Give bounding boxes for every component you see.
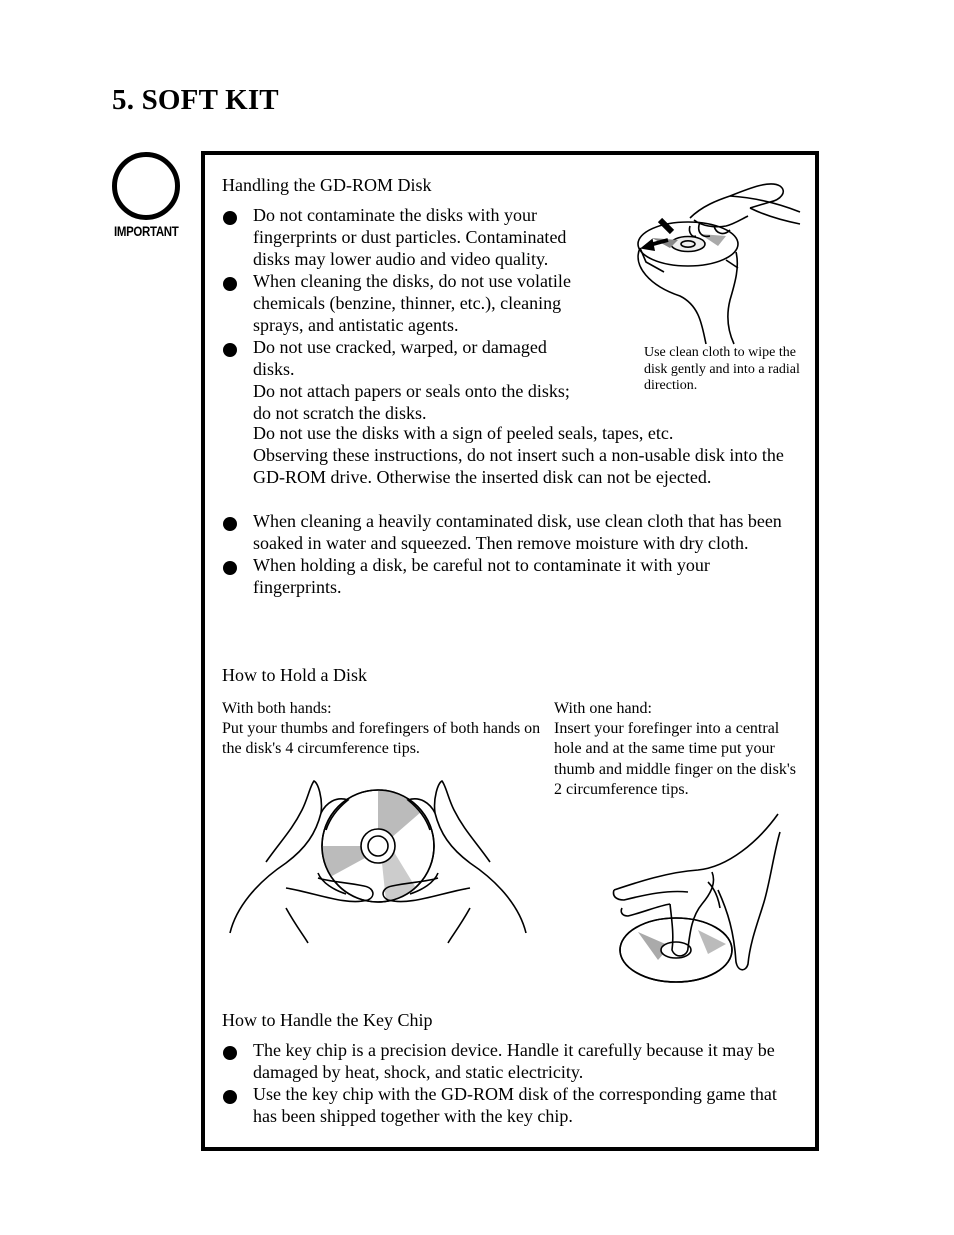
one-hand-instructions xyxy=(554,699,804,800)
bullet-icon xyxy=(223,1090,237,1104)
list-item: The key chip is a precision device. Handle it carefully because it may be damaged by heat, shock, and static electricity. xyxy=(223,1039,788,1083)
bullet-icon xyxy=(223,1046,237,1060)
list-item-extra: Do not use the disks with a sign of peeled seals, tapes, etc. xyxy=(253,423,674,443)
bullet-icon xyxy=(223,211,237,225)
bullet-icon xyxy=(223,561,237,575)
handling-heading: Handling the GD-ROM Disk xyxy=(222,175,432,195)
list-item-extra: Do not attach papers or seals onto the disks; do not scratch the disks. xyxy=(253,381,570,423)
wipe-caption: Use clean cloth to wipe the disk gently and into a radial direction. xyxy=(644,345,800,393)
both-hands-illustration xyxy=(226,778,531,943)
list-item: Do not contaminate the disks with your fingerprints or dust particles. Contaminated disks may lower audio and video quality. xyxy=(223,204,591,270)
list-item: When holding a disk, be careful not to contaminate it with your fingerprints. xyxy=(223,554,798,598)
bullet-icon xyxy=(223,343,237,357)
list-item: When cleaning the disks, do not use volatile chemicals (benzine, thinner, etc.), cleaning sprays, and antistatic agents. xyxy=(223,270,591,336)
keychip-bullets xyxy=(223,1039,788,1127)
important-circle-icon xyxy=(112,152,180,220)
both-hands-title: With both hands: xyxy=(222,700,332,717)
bullet-icon xyxy=(223,277,237,291)
both-hands-text: Put your thumbs and forefingers of both hands on the disk's 4 circumference tips. xyxy=(222,720,541,758)
list-item: Do not use cracked, warped, or damaged disks. Do not attach papers or seals onto the disks; do not scratch the disks. xyxy=(223,336,591,424)
important-label: IMPORTANT xyxy=(114,223,179,239)
keychip-heading: How to Handle the Key Chip xyxy=(222,1010,433,1030)
important-badge xyxy=(110,152,182,247)
bullet-icon xyxy=(223,517,237,531)
list-item: Use the key chip with the GD-ROM disk of the corresponding game that has been shipped together with the key chip. xyxy=(223,1083,788,1127)
list-item: When cleaning a heavily contaminated disk, use clean cloth that has been soaked in water and squeezed. Then remove moisture with dry cloth. xyxy=(223,510,798,554)
both-hands-instructions xyxy=(222,699,542,760)
wipe-disk-illustration xyxy=(630,176,805,346)
page-title: 5. SOFT KIT xyxy=(112,84,279,116)
handling-bullets-top xyxy=(223,204,591,424)
one-hand-illustration xyxy=(608,812,783,987)
one-hand-text: Insert your forefinger into a central hole and at the same time put your thumb and middle finger on the disk's 2 circumference tips. xyxy=(554,720,796,798)
one-hand-title: With one hand: xyxy=(554,700,652,717)
list-item-extra: Observing these instructions, do not insert such a non-usable disk into the GD-ROM drive. Otherwise the inserted disk can not be ejected. xyxy=(253,445,784,487)
handling-bullet-continuation xyxy=(253,422,793,488)
hold-heading: How to Hold a Disk xyxy=(222,665,367,685)
handling-bullets-bottom xyxy=(223,510,798,598)
